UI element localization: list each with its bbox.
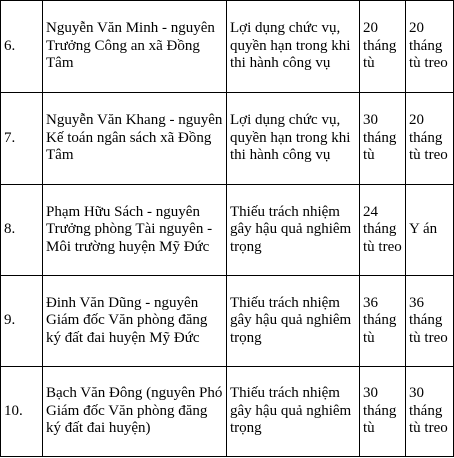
appeal-sentence-cell: 20 tháng tù treo — [406, 93, 454, 185]
first-instance-sentence-cell: 36 tháng tù — [360, 276, 406, 367]
row-number-cell: 10. — [1, 367, 43, 457]
defendant-cell: Phạm Hữu Sách - nguyên Trưởng phòng Tài nguyên - Môi trường huyện Mỹ Đức — [43, 185, 227, 276]
first-instance-sentence-cell: 30 tháng tù — [360, 367, 406, 457]
charge-cell: Thiếu trách nhiệm gây hậu quả nghiêm trọng — [227, 367, 360, 457]
defendant-cell: Nguyễn Văn Khang - nguyên Kế toán ngân sách xã Đồng Tâm — [43, 93, 227, 185]
appeal-sentence-cell: 36 tháng tù treo — [406, 276, 454, 367]
row-number-cell: 9. — [1, 276, 43, 367]
table-row — [1, 185, 454, 276]
table-row — [1, 276, 454, 367]
charge-cell: Lợi dụng chức vụ, quyền hạn trong khi thi hành công vụ — [227, 93, 360, 185]
appeal-sentence-cell: 30 tháng tù treo — [406, 367, 454, 457]
defendant-cell: Bạch Văn Đông (nguyên Phó Giám đốc Văn phòng đăng ký đất đai huyện) — [43, 367, 227, 457]
charge-cell: Thiếu trách nhiệm gây hậu quả nghiêm trọng — [227, 276, 360, 367]
first-instance-sentence-cell: 24 tháng tù treo — [360, 185, 406, 276]
charge-cell: Lợi dụng chức vụ, quyền hạn trong khi thi hành công vụ — [227, 1, 360, 93]
first-instance-sentence-cell: 20 tháng tù — [360, 1, 406, 93]
table-row — [1, 93, 454, 185]
charge-cell: Thiếu trách nhiệm gây hậu quả nghiêm trọng — [227, 185, 360, 276]
first-instance-sentence-cell: 30 tháng tù — [360, 93, 406, 185]
appeal-sentence-cell: Y án — [406, 185, 454, 276]
table-row — [1, 1, 454, 93]
row-number-cell: 8. — [1, 185, 43, 276]
row-number-cell: 6. — [1, 1, 43, 93]
defendant-cell: Đinh Văn Dũng - nguyên Giám đốc Văn phòng đăng ký đất đai huyện Mỹ Đức — [43, 276, 227, 367]
row-number-cell: 7. — [1, 93, 43, 185]
table-row — [1, 367, 454, 457]
defendant-cell: Nguyễn Văn Minh - nguyên Trưởng Công an xã Đồng Tâm — [43, 1, 227, 93]
appeal-sentence-cell: 20 tháng tù treo — [406, 1, 454, 93]
